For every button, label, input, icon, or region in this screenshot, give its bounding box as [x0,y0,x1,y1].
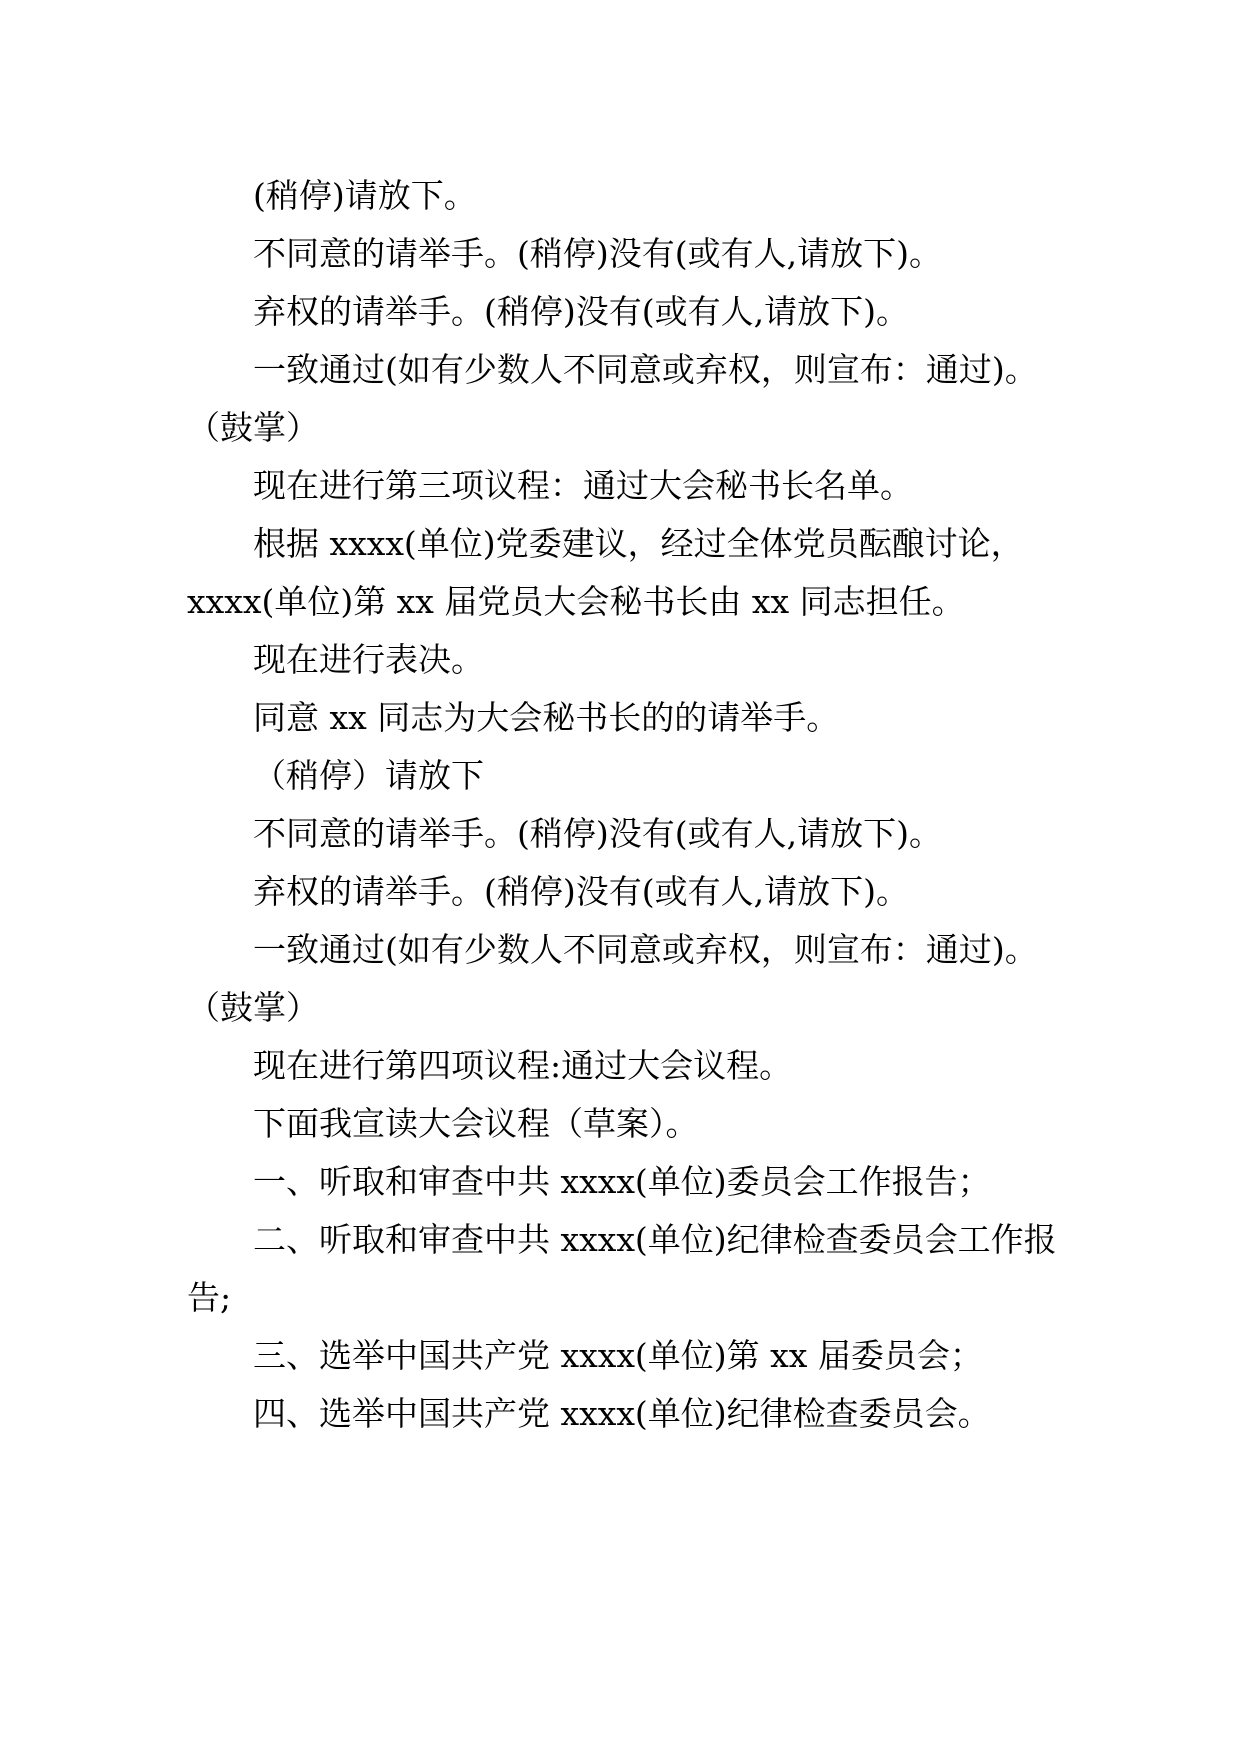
paragraph-line: 同意 xx 同志为大会秘书长的的请举手。 [253,698,840,737]
paragraph-line: 现在进行第四项议程:通过大会议程。 [253,1046,793,1085]
paragraph-line: 二、听取和审查中共 xxxx(单位)纪律检查委员会工作报 [253,1220,1057,1259]
paragraph-line: 四、选举中国共产党 xxxx(单位)纪律检查委员会。 [253,1394,991,1433]
paragraph-line: (稍停)请放下。 [253,176,477,215]
paragraph-line: 弃权的请举手。(稍停)没有(或有人,请放下)。 [253,872,909,911]
paragraph-line: 现在进行第三项议程：通过大会秘书长名单。 [253,466,913,505]
paragraph-line: 不同意的请举手。(稍停)没有(或有人,请放下)。 [253,234,942,273]
paragraph-line: 现在进行表决。 [253,640,484,679]
paragraph-line: 告; [187,1278,232,1317]
paragraph-line: 根据 xxxx(单位)党委建议，经过全体党员酝酿讨论， [253,524,1024,563]
paragraph-line: 一、听取和审查中共 xxxx(单位)委员会工作报告； [253,1162,991,1201]
paragraph-line: （稍停）请放下 [253,756,484,795]
paragraph-line: 一致通过(如有少数人不同意或弃权，则宣布：通过)。 [253,350,1038,389]
paragraph-line: 弃权的请举手。(稍停)没有(或有人,请放下)。 [253,292,909,331]
paragraph-line: （鼓掌） [187,988,319,1027]
paragraph-line: 一致通过(如有少数人不同意或弃权，则宣布：通过)。 [253,930,1038,969]
paragraph-line: 三、选举中国共产党 xxxx(单位)第 xx 届委员会； [253,1336,983,1375]
paragraph-line: 下面我宣读大会议程（草案）。 [253,1104,699,1143]
paragraph-line: 不同意的请举手。(稍停)没有(或有人,请放下)。 [253,814,942,853]
paragraph-line: xxxx(单位)第 xx 届党员大会秘书长由 xx 同志担任。 [187,582,965,621]
paragraph-line: （鼓掌） [187,408,319,447]
